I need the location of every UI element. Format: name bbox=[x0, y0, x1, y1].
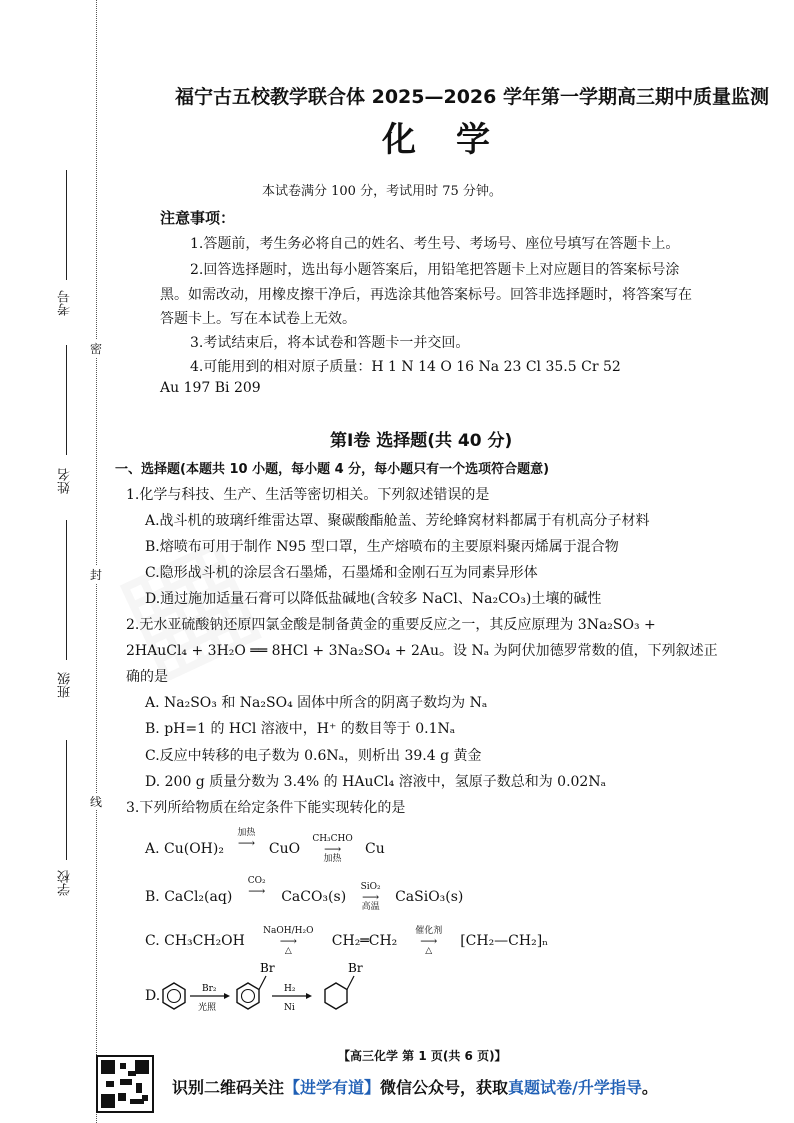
banner-brand[interactable]: 【进学有道】 bbox=[284, 1078, 381, 1097]
xingming-line bbox=[66, 345, 67, 455]
q3-option-a: A. Cu(OH)₂ 加热 ⟶ CuO CH₃CHO ⟶ 加热 Cu bbox=[145, 828, 385, 864]
notice-item-4: 4.可能用到的相对原子质量：H 1 N 14 O 16 Na 23 Cl 35.5 Cr 52 bbox=[190, 359, 621, 375]
q3-d-cond2-top: H₂ bbox=[284, 984, 296, 994]
banji-line bbox=[66, 520, 67, 660]
q2-option-b: B. pH=1 的 HCl 溶液中，H⁺ 的数目等于 0.1Nₐ bbox=[145, 721, 456, 737]
q3-c-cond1-top: NaOH/H₂O bbox=[263, 926, 314, 936]
section-title: 第Ⅰ卷 选择题(共 40 分) bbox=[330, 431, 513, 451]
q3-a-cond2-bot: 加热 bbox=[323, 854, 342, 864]
banji-label: 班级 bbox=[58, 672, 73, 698]
q3-c-mid: CH₂═CH₂ bbox=[331, 933, 398, 949]
q3-option-d-label: D. bbox=[145, 988, 161, 1004]
section-instruction: 一、选择题(本题共 10 小题，每小题 4 分，每小题只有一个选项符合题意) bbox=[115, 462, 550, 477]
q2-stem-2: 2HAuCl₄ + 3H₂O ══ 8HCl + 3Na₂SO₄ + 2Au。设 Nₐ 为阿伏加德罗常数的值，下列叙述正 bbox=[126, 643, 718, 659]
notice-item-2-end: 答题卡上。写在本试卷上无效。 bbox=[160, 311, 356, 327]
q3-c-left: C. CH₃CH₂OH bbox=[145, 933, 245, 949]
bromocyclohexane-icon bbox=[325, 976, 354, 1009]
notice-item-1: 1.答题前，考生务必将自己的姓名、考生号、考场号、座位号填写在答题卡上。 bbox=[190, 236, 680, 252]
q2-stem-1: 2.无水亚硫酸钠还原四氯金酸是制备黄金的重要反应之一，其反应原理为 3Na₂SO₃ + bbox=[126, 617, 656, 633]
q3-d-br-1: Br bbox=[260, 961, 275, 975]
q3-option-c: C. CH₃CH₂OH NaOH/H₂O ⟶ △ CH₂═CH₂ 催化剂 ⟶ △ [CH₂—CH₂]ₙ bbox=[145, 926, 549, 956]
q3-b-cond2-top: SiO₂ bbox=[360, 882, 381, 892]
q3-d-cond1-top: Br₂ bbox=[202, 984, 217, 994]
notice-item-4-cont: Au 197 Bi 209 bbox=[160, 380, 261, 396]
banner-pre: 识别二维码关注 bbox=[172, 1078, 285, 1097]
exam-title: 福宁古五校教学联合体 2025—2026 学年第一学期高三期中质量监测 bbox=[175, 86, 769, 108]
q3-d-br-2: Br bbox=[348, 961, 363, 975]
q2-option-a: A. Na₂SO₃ 和 Na₂SO₄ 固体中所含的阴离子数均为 Nₐ bbox=[145, 695, 488, 711]
q3-b-right: CaSiO₃(s) bbox=[395, 889, 464, 905]
q1-option-c: C.隐形战斗机的涂层含石墨烯，石墨烯和金刚石互为同素异形体 bbox=[145, 565, 538, 581]
xuexiao-line bbox=[66, 740, 67, 860]
kaohao-line bbox=[66, 170, 67, 280]
q3-d-cond2-bot: Ni bbox=[284, 1003, 295, 1013]
q3-b-cond1: CO₂ bbox=[247, 876, 266, 886]
q1-option-a: A.战斗机的玻璃纤维雷达罩、聚碳酸酯舱盖、芳纶蜂窝材料都属于有机高分子材料 bbox=[145, 513, 650, 529]
q3-c-right: [CH₂—CH₂]ₙ bbox=[460, 933, 549, 949]
q3-a-left: A. Cu(OH)₂ bbox=[145, 841, 224, 857]
q3-b-mid: CaCO₃(s) bbox=[281, 889, 347, 905]
xingming-label: 姓名 bbox=[58, 468, 73, 494]
q3-b-cond2-bot: 高温 bbox=[361, 902, 380, 912]
q3-a-mid: CuO bbox=[268, 841, 301, 857]
q3-b-left: B. CaCl₂(aq) bbox=[145, 889, 233, 905]
notice-item-3: 3.考试结束后，将本试卷和答题卡一并交回。 bbox=[190, 335, 470, 351]
q2-option-c: C.反应中转移的电子数为 0.6Nₐ，则析出 39.4 g 黄金 bbox=[145, 748, 482, 764]
notice-item-2-cont: 黑。如需改动，用橡皮擦干净后，再选涂其他答案标号。回答非选择题时，将答案写在 bbox=[160, 287, 692, 303]
q2-option-d: D. 200 g 质量分数为 3.4% 的 HAuCl₄ 溶液中，氢原子数总和为 0.02Nₐ bbox=[145, 774, 606, 790]
cut-mark-feng: 封 bbox=[90, 568, 103, 582]
q3-a-cond1: 加热 bbox=[237, 828, 256, 838]
exam-info: 本试卷满分 100 分，考试用时 75 分钟。 bbox=[262, 184, 502, 199]
binding-dotted-line bbox=[96, 0, 97, 1123]
q3-d-cond1-bot: 光照 bbox=[198, 1003, 217, 1013]
bromobenzene-icon bbox=[237, 976, 266, 1009]
notice-heading: 注意事项： bbox=[160, 209, 236, 227]
banner-mid: 微信公众号，获取 bbox=[380, 1078, 509, 1097]
q3-c-cond2-bot: △ bbox=[425, 946, 433, 956]
notice-item-2: 2.回答选择题时，选出每小题答案后，用铅笔把答题卡上对应题目的答案标号涂 bbox=[190, 262, 680, 278]
q2-stem-3: 确的是 bbox=[126, 669, 168, 685]
q3-a-right: Cu bbox=[365, 841, 385, 857]
banner-end: 。 bbox=[641, 1078, 658, 1097]
xuexiao-label: 学校 bbox=[58, 870, 73, 896]
cut-mark-mi: 密 bbox=[90, 342, 103, 356]
q1-option-d: D.通过施加适量石膏可以降低盐碱地(含较多 NaCl、Na₂CO₃)土壤的碱性 bbox=[145, 591, 602, 607]
q3-c-cond2-top: 催化剂 bbox=[415, 926, 443, 936]
benzene-ring-icon bbox=[163, 983, 185, 1009]
qr-code-icon[interactable] bbox=[96, 1055, 154, 1113]
q3-stem: 3.下列所给物质在给定条件下能实现转化的是 bbox=[126, 800, 406, 816]
q3-c-cond1-bot: △ bbox=[284, 946, 292, 956]
page-footer: 【高三化学 第 1 页(共 6 页)】 bbox=[338, 1049, 507, 1063]
cut-mark-xian: 线 bbox=[90, 795, 103, 809]
q1-stem: 1.化学与科技、生产、生活等密切相关。下列叙述错误的是 bbox=[126, 487, 490, 503]
banner-link[interactable]: 真题试卷/升学指导 bbox=[508, 1078, 642, 1097]
subject-title: 化学 bbox=[382, 120, 530, 160]
q1-option-b: B.熔喷布可用于制作 N95 型口罩，生产熔喷布的主要原料聚丙烯属于混合物 bbox=[145, 539, 619, 555]
wechat-banner bbox=[172, 1075, 658, 1098]
kaohao-label: 考号 bbox=[58, 290, 73, 316]
q3-d-reaction-scheme bbox=[160, 958, 400, 1028]
q3-a-cond2-top: CH₃CHO bbox=[312, 834, 353, 844]
q3-option-b: B. CaCl₂(aq) CO₂ ⟶ CaCO₃(s) SiO₂ ⟶ 高温 CaSiO₃(s) bbox=[145, 876, 464, 912]
